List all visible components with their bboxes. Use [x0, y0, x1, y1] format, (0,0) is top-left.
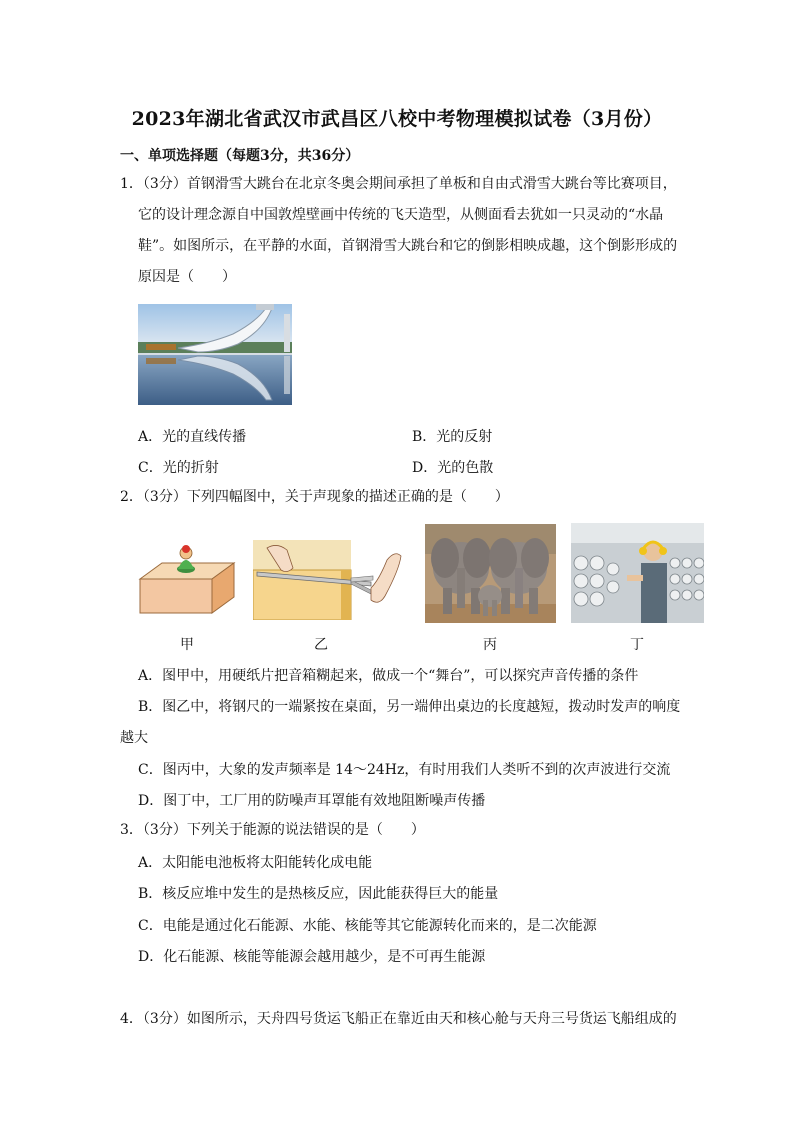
q4-stem-line-1: 4．（3分）如图所示，天舟四号货运飞船正在靠近由天和核心舱与天舟三号货运飞船组成的 [120, 1011, 677, 1027]
q1-stem-line-3: 鞋”。如图所示，在平静的水面，首钢滑雪大跳台和它的倒影相映成趣，这个倒影形成的 [138, 238, 678, 254]
section-heading: 一、单项选择题（每题3分，共36分） [120, 148, 360, 164]
q3-option-c: C．电能是通过化石能源、水能、核能等其它能源转化而来的，是二次能源 [138, 918, 597, 934]
q1-option-a: A．光的直线传播 [138, 429, 247, 445]
q1-stem-line-4: 原因是（ ） [138, 269, 236, 285]
q1-option-d: D．光的色散 [412, 460, 494, 476]
q2-option-b: B．图乙中，将钢尺的一端紧按在桌面，另一端伸出桌边的长度越短，拨动时发声的响度 [138, 699, 681, 715]
q1-option-c: C．光的折射 [138, 460, 219, 476]
caption-jia: 甲 [180, 637, 194, 653]
ski-jump-photo [138, 304, 292, 405]
q2-option-d: D．图丁中，工厂用的防噪声耳罩能有效地阻断噪声传播 [138, 793, 486, 809]
figure-ding-factory-worker [571, 523, 704, 623]
caption-yi: 乙 [314, 637, 328, 653]
figure-yi-steel-ruler [253, 540, 405, 620]
q3-option-a: A．太阳能电池板将太阳能转化成电能 [138, 855, 373, 871]
q2-option-c: C．图丙中，大象的发声频率是 14～24Hz，有时用我们人类听不到的次声波进行交流 [138, 762, 671, 778]
page-title: 2023年湖北省武汉市武昌区八校中考物理模拟试卷（3月份） [131, 108, 663, 130]
q2-option-b-continued: 越大 [120, 730, 148, 746]
q3-stem: 3．（3分）下列关于能源的说法错误的是（ ） [120, 822, 425, 838]
q1-stem-line-1: 1．（3分）首钢滑雪大跳台在北京冬奥会期间承担了单板和自由式滑雪大跳台等比赛项目， [120, 176, 677, 192]
caption-bing: 丙 [483, 637, 497, 653]
caption-ding: 丁 [630, 637, 644, 653]
q1-stem-line-2: 它的设计理念源自中国敦煌壁画中传统的飞天造型，从侧面看去犹如一只灵动的“水晶 [138, 207, 664, 223]
figure-bing-elephants [425, 524, 556, 623]
figure-jia-speaker-box [138, 541, 236, 617]
q1-option-b: B．光的反射 [412, 429, 493, 445]
q3-option-b: B．核反应堆中发生的是热核反应，因此能获得巨大的能量 [138, 886, 499, 902]
q3-option-d: D．化石能源、核能等能源会越用越少，是不可再生能源 [138, 949, 486, 965]
q2-stem: 2．（3分）下列四幅图中，关于声现象的描述正确的是（ ） [120, 489, 509, 505]
q2-option-a: A．图甲中，用硬纸片把音箱糊起来，做成一个“舞台”，可以探究声音传播的条件 [138, 668, 639, 684]
